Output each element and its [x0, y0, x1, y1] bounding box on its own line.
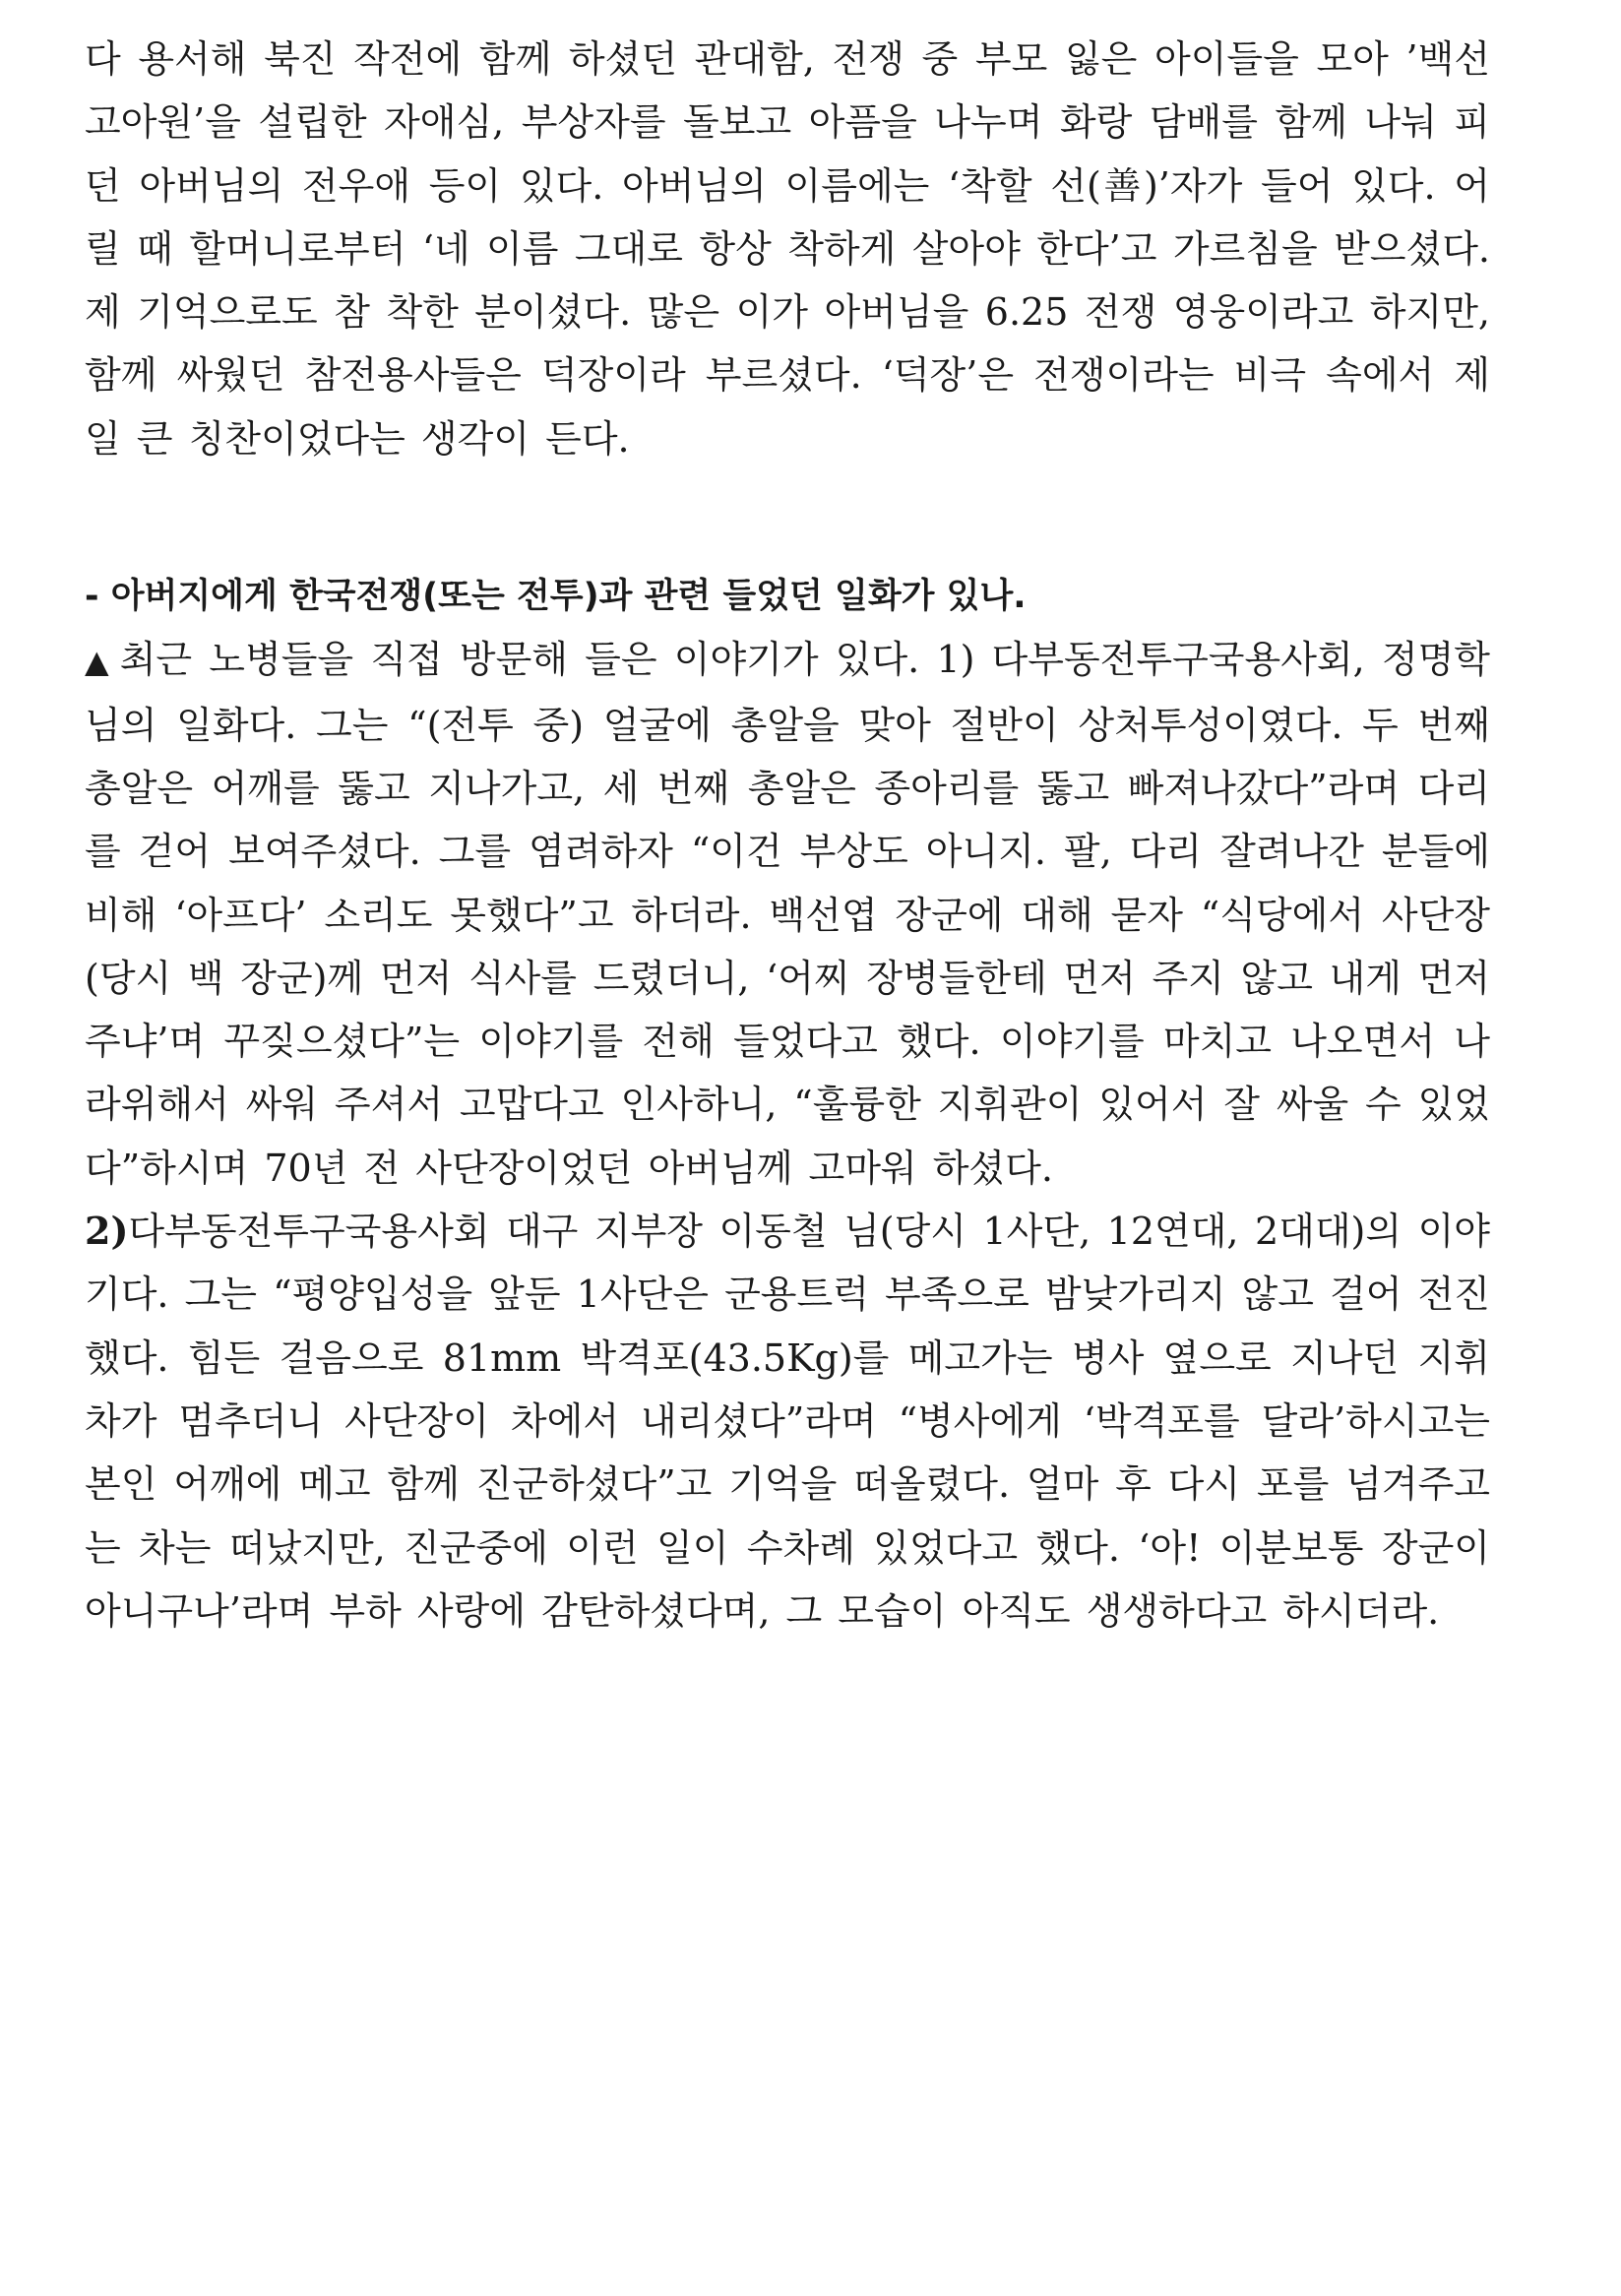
answer-text-2: 다부동전투구국용사회 대구 지부장 이동철 님(당시 1사단, 12연대, 2대대)의 이야기다. 그는 “평양입성을 앞둔 1사단은 군용트럭 부족으로 밤낮가리지 않고 걸어 전진했다. 힘든 걸음으로 81mm 박격포(43.5Kg)를 메고가는 병사 옆으로 지나던 지휘차가 멈추더니 사단장이 차에서 내리셨다”라며 “병사에게 ‘박격포를 달라’하시고는 본인 어깨에 메고 함께 진군하셨다”고 기억을 떠올렸다. 얼마 후 다시 포를 넘겨주고는 차는 떠났지만, 진군중에 이런 일이 수차례 있었다고 했다. ‘아! 이분보통 장군이 아니구나’라며 부하 사랑에 감탄하셨다며, 그 모습이 아직도 생생하다고 하시더라. — [85, 1210, 1490, 1633]
answer-item-label: 2) — [85, 1209, 129, 1254]
answer-paragraph-1 — [85, 628, 1490, 1200]
intro-paragraph: 다 용서해 북진 작전에 함께 하셨던 관대함, 전쟁 중 부모 잃은 아이들을 모아 ’백선 고아원’을 설립한 자애심, 부상자를 돌보고 아픔을 나누며 화랑 담배를 함께 나눠 피던 아버님의 전우애 등이 있다. 아버님의 이름에는 ‘착할 선(善)’자가 들어 있다. 어릴 때 할머니로부터 ‘네 이름 그대로 항상 착하게 살아야 한다’고 가르침을 받으셨다. 제 기억으로도 참 착한 분이셨다. 많은 이가 아버님을 6.25 전쟁 영웅이라고 하지만, 함께 싸웠던 참전용사들은 덕장이라 부르셨다. ‘덕장’은 전쟁이라는 비극 속에서 제일 큰 칭찬이었다는 생각이 든다. — [85, 37, 1490, 461]
interview-question: - 아버지에게 한국전쟁(또는 전투)과 관련 들었던 일화가 있나. — [85, 577, 1027, 617]
answer-text-1: 최근 노병들을 직접 방문해 들은 이야기가 있다. 1) 다부동전투구국용사회, 정명학 님의 일화다. 그는 “(전투 중) 얼굴에 총알을 맞아 절반이 상처투성이였다. 두 번째 총알은 어깨를 뚫고 지나가고, 세 번째 총알은 종아리를 뚫고 빠져나갔다”라며 다리를 걷어 보여주셨다. 그를 염려하자 “이건 부상도 아니지. 팔, 다리 잘려나간 분들에 비해 ‘아프다’ 소리도 못했다”고 하더라. 백선엽 장군에 대해 묻자 “식당에서 사단장(당시 백 장군)께 먼저 식사를 드렸더니, ‘어찌 장병들한테 먼저 주지 않고 내게 먼저 주냐’며 꾸짖으셨다”는 이야기를 전해 들었다고 했다. 이야기를 마치고 나오면서 나라위해서 싸워 주셔서 고맙다고 인사하니, “훌륭한 지휘관이 있어서 잘 싸울 수 있었다”하시며 70년 전 사단장이었던 아버님께 고마워 하셨다. — [85, 638, 1491, 1190]
document-page — [85, 28, 1490, 1643]
answer-paragraph-2 — [85, 1200, 1490, 1643]
answer-marker: ▲ — [85, 643, 110, 681]
paragraph-spacer — [85, 470, 1490, 565]
